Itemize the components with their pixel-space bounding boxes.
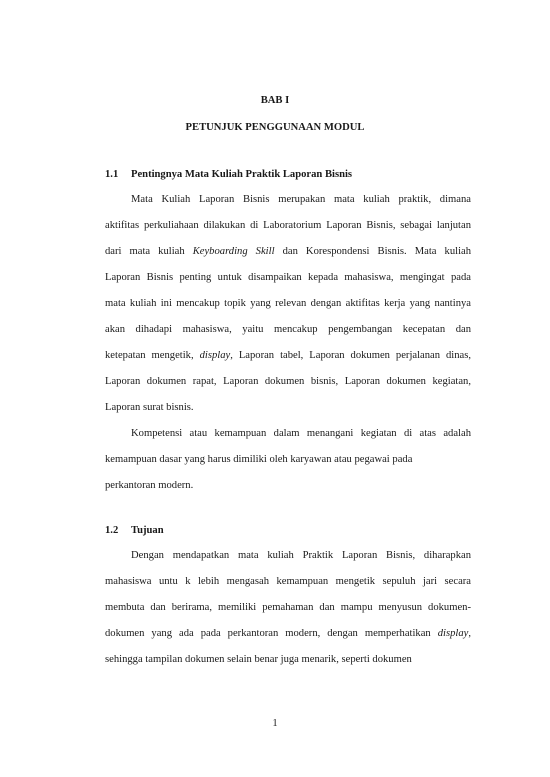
italic-term: display: [437, 628, 469, 639]
paragraph-line: membuta dan berirama, memiliki pemahaman dan mampu menyusun dokumen-: [105, 602, 471, 613]
paragraph-line: Laporan Bisnis penting untuk disampaikan kepada mahasiswa, mengingat pada: [105, 272, 471, 283]
paragraph-line: aktifitas perkuliahaan dilakukan di Laboratorium Laporan Bisnis, sebagai lanjutan: [105, 220, 471, 231]
section-title: Tujuan: [131, 525, 164, 536]
page-number: 1: [272, 718, 278, 729]
section-heading-1-2: [105, 525, 164, 536]
italic-term: display: [199, 350, 231, 361]
section-title: Pentingnya Mata Kuliah Praktik Laporan Bisnis: [131, 169, 353, 180]
text-run: ,: [468, 628, 471, 639]
paragraph-line: Laporan dokumen rapat, Laporan dokumen bisnis, Laporan dokumen kegiatan,: [105, 376, 471, 387]
section-number: 1.1: [105, 169, 119, 180]
text-run: dan Korespondensi Bisnis. Mata kuliah: [274, 246, 472, 257]
text-run: ketepatan mengetik,: [105, 350, 200, 361]
chapter-title: PETUNJUK PENGGUNAAN MODUL: [185, 122, 365, 133]
paragraph-line: Mata Kuliah Laporan Bisnis merupakan mata kuliah praktik, dimana: [131, 194, 471, 205]
text-run: dokumen yang ada pada perkantoran modern, dengan memperhatikan: [105, 628, 438, 639]
chapter-label: BAB I: [260, 95, 290, 106]
text-run: , Laporan tabel, Laporan dokumen perjalanan dinas,: [230, 350, 472, 361]
paragraph-line: [105, 349, 471, 363]
paragraph-line: perkantoran modern.: [105, 480, 194, 491]
text-run: dari mata kuliah: [105, 246, 193, 257]
paragraph-line: akan dihadapi mahasiswa, yaitu mencakup pengembangan kecepatan dan: [105, 324, 471, 335]
paragraph-line: [105, 627, 471, 641]
italic-term: Keyboarding Skill: [192, 246, 275, 257]
paragraph-line: Kompetensi atau kemampuan dalam menangani kegiatan di atas adalah: [131, 428, 471, 439]
section-number: 1.2: [105, 525, 119, 536]
paragraph-line: Dengan mendapatkan mata kuliah Praktik Laporan Bisnis, diharapkan: [131, 550, 471, 561]
paragraph-line: mahasiswa untu k lebih mengasah kemampuan mengetik sepuluh jari secara: [105, 576, 471, 587]
paragraph-line: mata kuliah ini mencakup topik yang relevan dengan aktifitas kerja yang nantinya: [105, 298, 471, 309]
paragraph-line: sehingga tampilan dokumen selain benar juga menarik, seperti dokumen: [105, 654, 412, 665]
paragraph-line: kemampuan dasar yang harus dimiliki oleh karyawan atau pegawai pada: [105, 454, 413, 465]
paragraph-line: [105, 245, 471, 259]
paragraph-line: Laporan surat bisnis.: [105, 402, 194, 413]
section-heading-1-1: [105, 169, 352, 180]
